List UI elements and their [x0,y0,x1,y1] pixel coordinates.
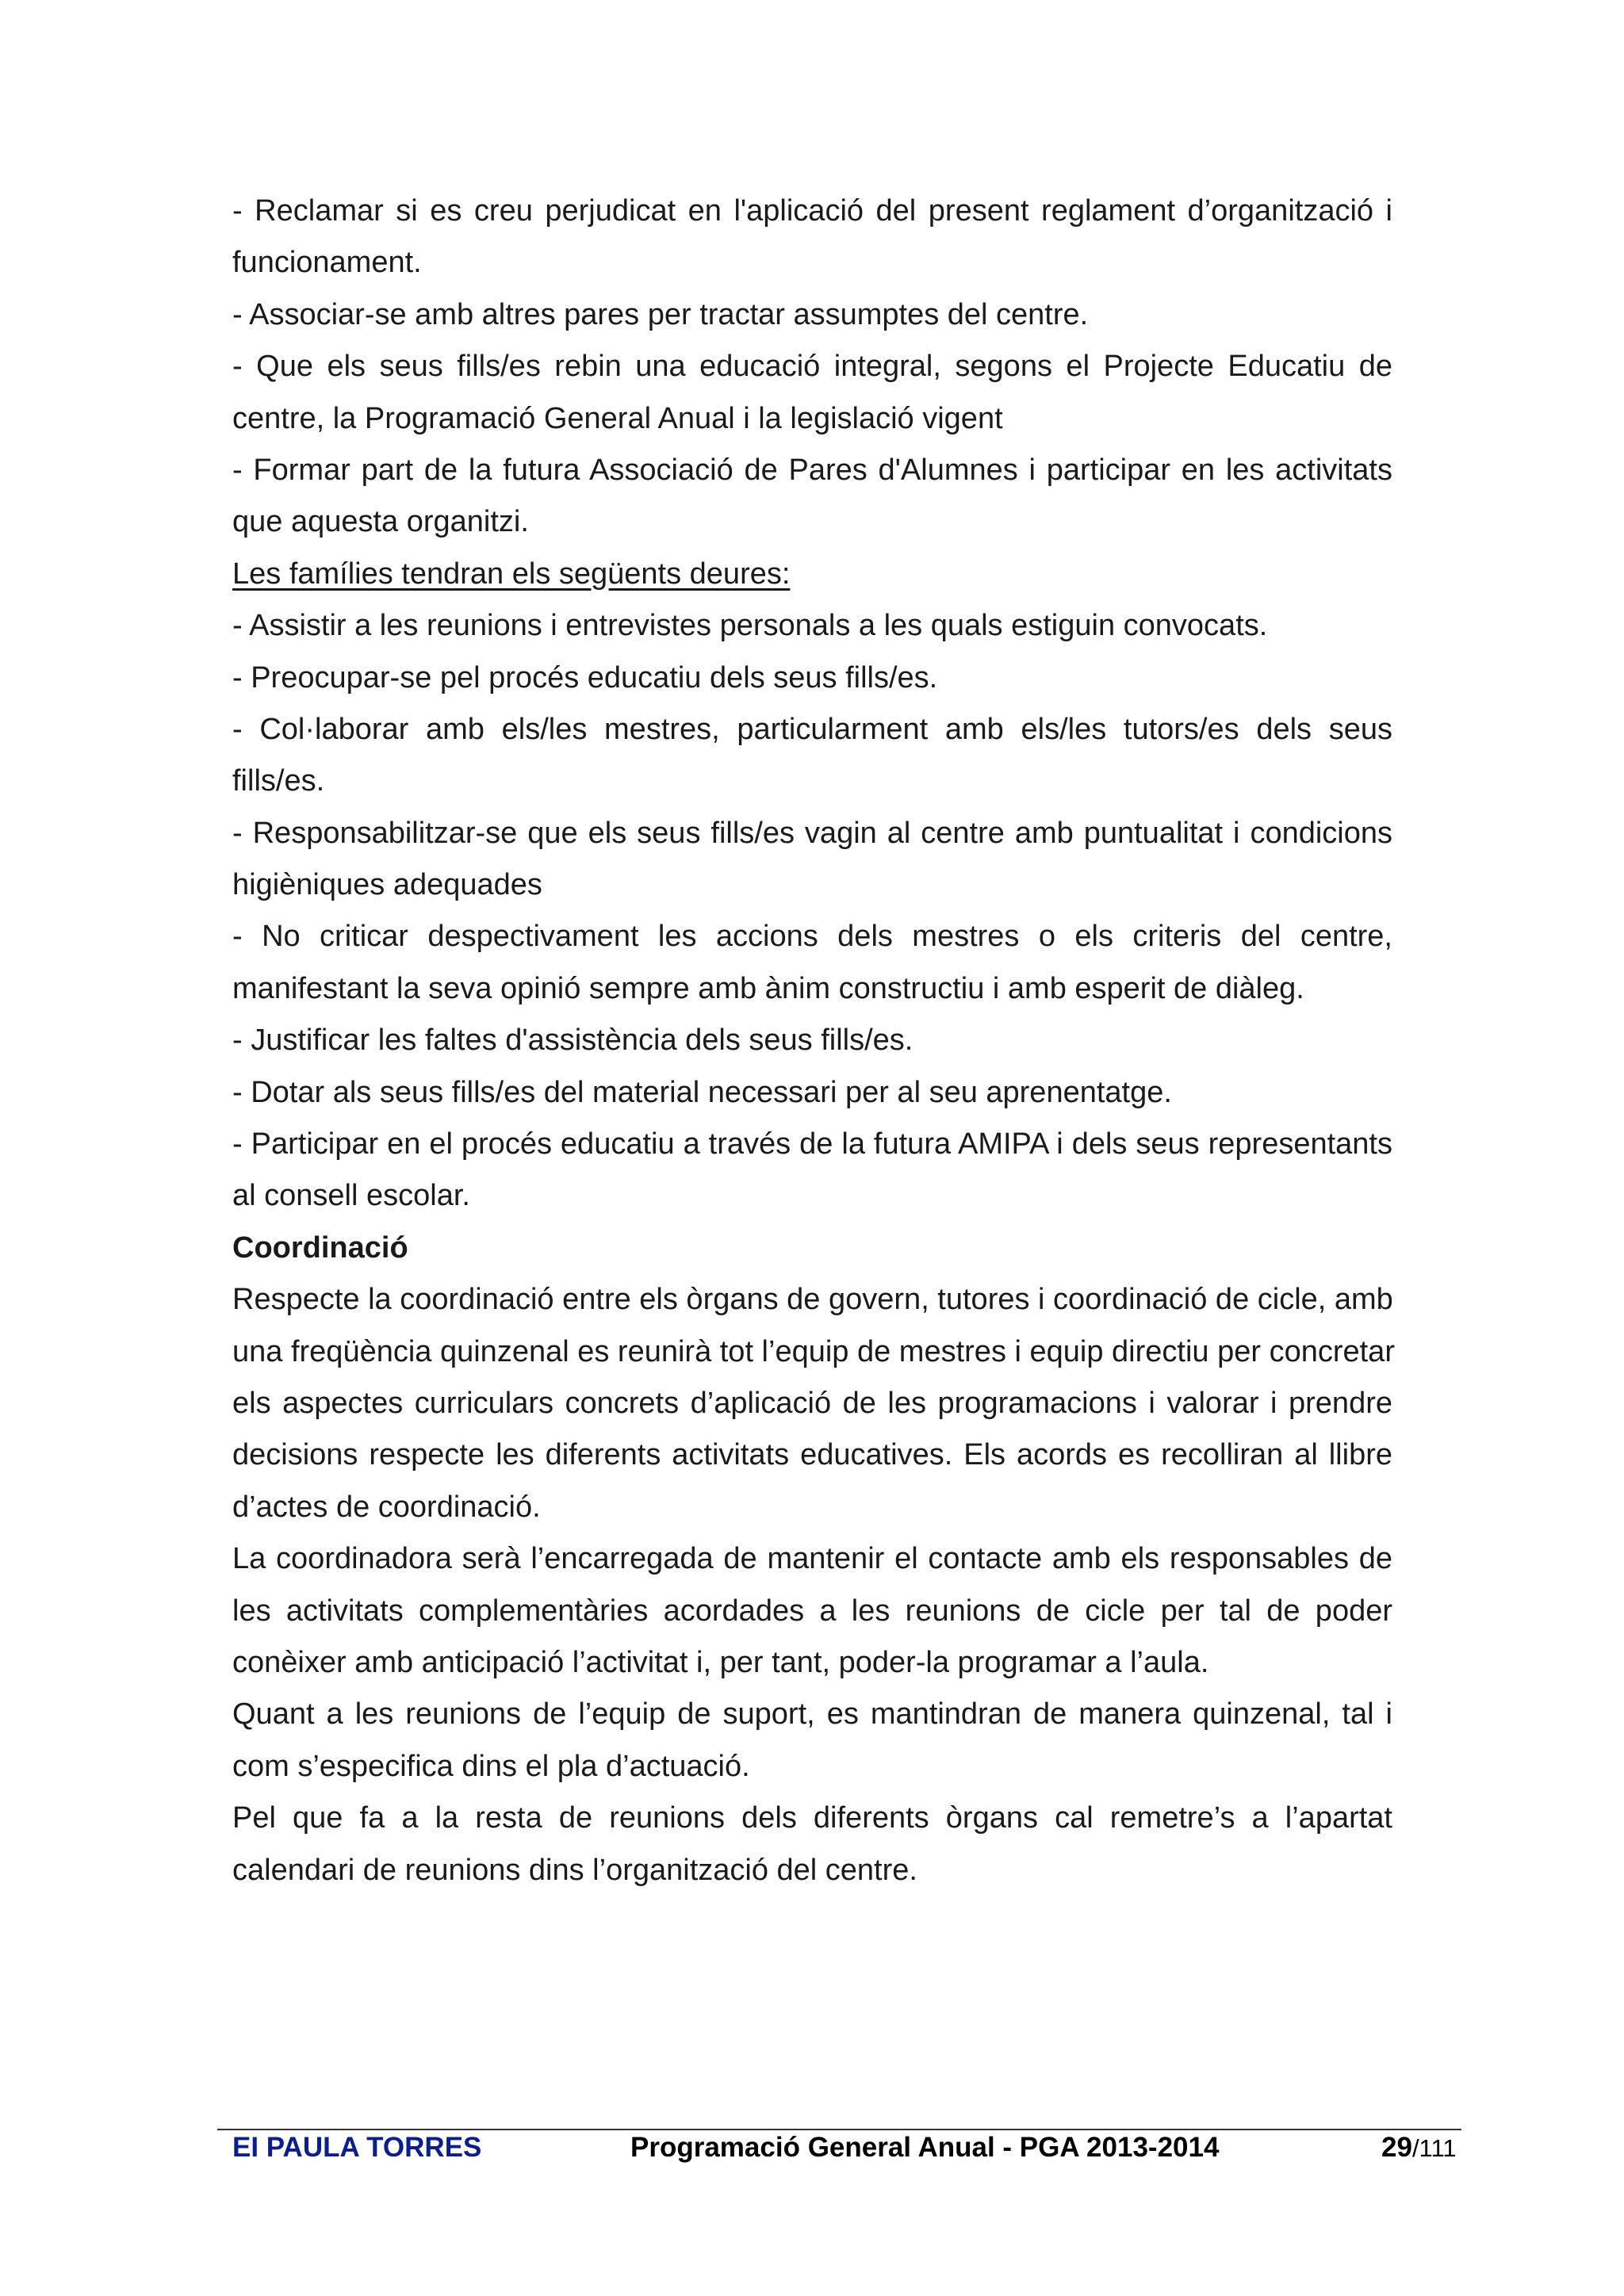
paragraph-line: - Que els seus fills/es rebin una educació integral, segons el Projecte Educatiu de [232,350,1392,384]
page-body [232,186,1395,1896]
paragraph-line: fills/es. [232,764,325,798]
paragraph-line: una freqüència quinzenal es reunirà tot l’equip de mestres i equip directiu per concretar [232,1334,1395,1368]
paragraph-line: Pel que fa a la resta de reunions dels diferents òrgans cal remetre’s a l’apartat [232,1801,1392,1835]
footer-page-number [1381,2128,1457,2168]
paragraph-line: com s’especifica dins el pla d’actuació. [232,1749,750,1783]
total-pages: /111 [1411,2134,1457,2162]
paragraph-line: La coordinadora serà l’encarregada de mantenir el contacte amb els responsables de [232,1542,1392,1576]
paragraph-line: calendari de reunions dins l’organització del centre. [232,1853,917,1887]
section-heading-coordinacio: Coordinació [232,1230,408,1265]
paragraph-line: Quant a les reunions de l’equip de suport, es mantindran de manera quinzenal, tal i [232,1697,1392,1732]
paragraph-line: - Assistir a les reunions i entrevistes personals a les quals estiguin convocats. [232,609,1268,643]
paragraph-line: les activitats complementàries acordades a les reunions de cicle per tal de poder [232,1594,1392,1628]
paragraph-line: - Associar-se amb altres pares per tractar assumptes del centre. [232,297,1089,331]
paragraph-line: Respecte la coordinació entre els òrgans de govern, tutores i coordinació de cicle, amb [232,1283,1393,1317]
paragraph-line: - Col·laborar amb els/les mestres, particularment amb els/les tutors/es dels seus [232,712,1392,746]
paragraph-line: - Justificar les faltes d'assistència dels seus fills/es. [232,1024,914,1058]
paragraph-line: - Dotar als seus fills/es del material necessari per al seu aprenentatge. [232,1075,1172,1109]
paragraph-line: - Preocupar-se pel procés educatiu dels seus fills/es. [232,660,938,695]
paragraph-line: funcionament. [232,246,422,280]
paragraph-line: - Responsabilitzar-se que els seus fills/es vagin al centre amb puntualitat i condicions [232,816,1392,850]
footer-document-title: Programació General Anual - PGA 2013-2014 [630,2132,1220,2163]
paragraph-line: - Participar en el procés educatiu a través de la futura AMIPA i dels seus representants [232,1127,1392,1161]
paragraph-line: centre, la Programació General Anual i la legislació vigent [232,401,1003,435]
paragraph-line: al consell escolar. [232,1179,470,1213]
paragraph-line: decisions respecte les diferents activitats educatives. Els acords es recolliran al llibre [232,1438,1392,1472]
paragraph-line: que aquesta organitzi. [232,505,529,539]
paragraph-line: - Formar part de la futura Associació de Pares d'Alumnes i participar en les activitats [232,453,1392,487]
duties-heading: Les famílies tendran els següents deures: [232,557,791,591]
paragraph-line: higièniques adequades [232,868,542,902]
paragraph-line: manifestant la seva opinió sempre amb ànim constructiu i amb esperit de diàleg. [232,971,1304,1005]
current-page: 29 [1381,2132,1412,2163]
paragraph-line: - Reclamar si es creu perjudicat en l'aplicació del present reglament d’organització i [232,194,1392,228]
paragraph-line: d’actes de coordinació. [232,1490,541,1524]
paragraph-line: - No criticar despectivament les accions dels mestres o els criteris del centre, [232,920,1392,954]
paragraph-line: els aspectes curriculars concrets d’aplicació de les programacions i valorar i prendre [232,1386,1392,1420]
footer-school-name: EI PAULA TORRES [232,2132,482,2163]
paragraph-line: conèixer amb anticipació l’activitat i, per tant, poder-la programar a l’aula. [232,1645,1209,1679]
